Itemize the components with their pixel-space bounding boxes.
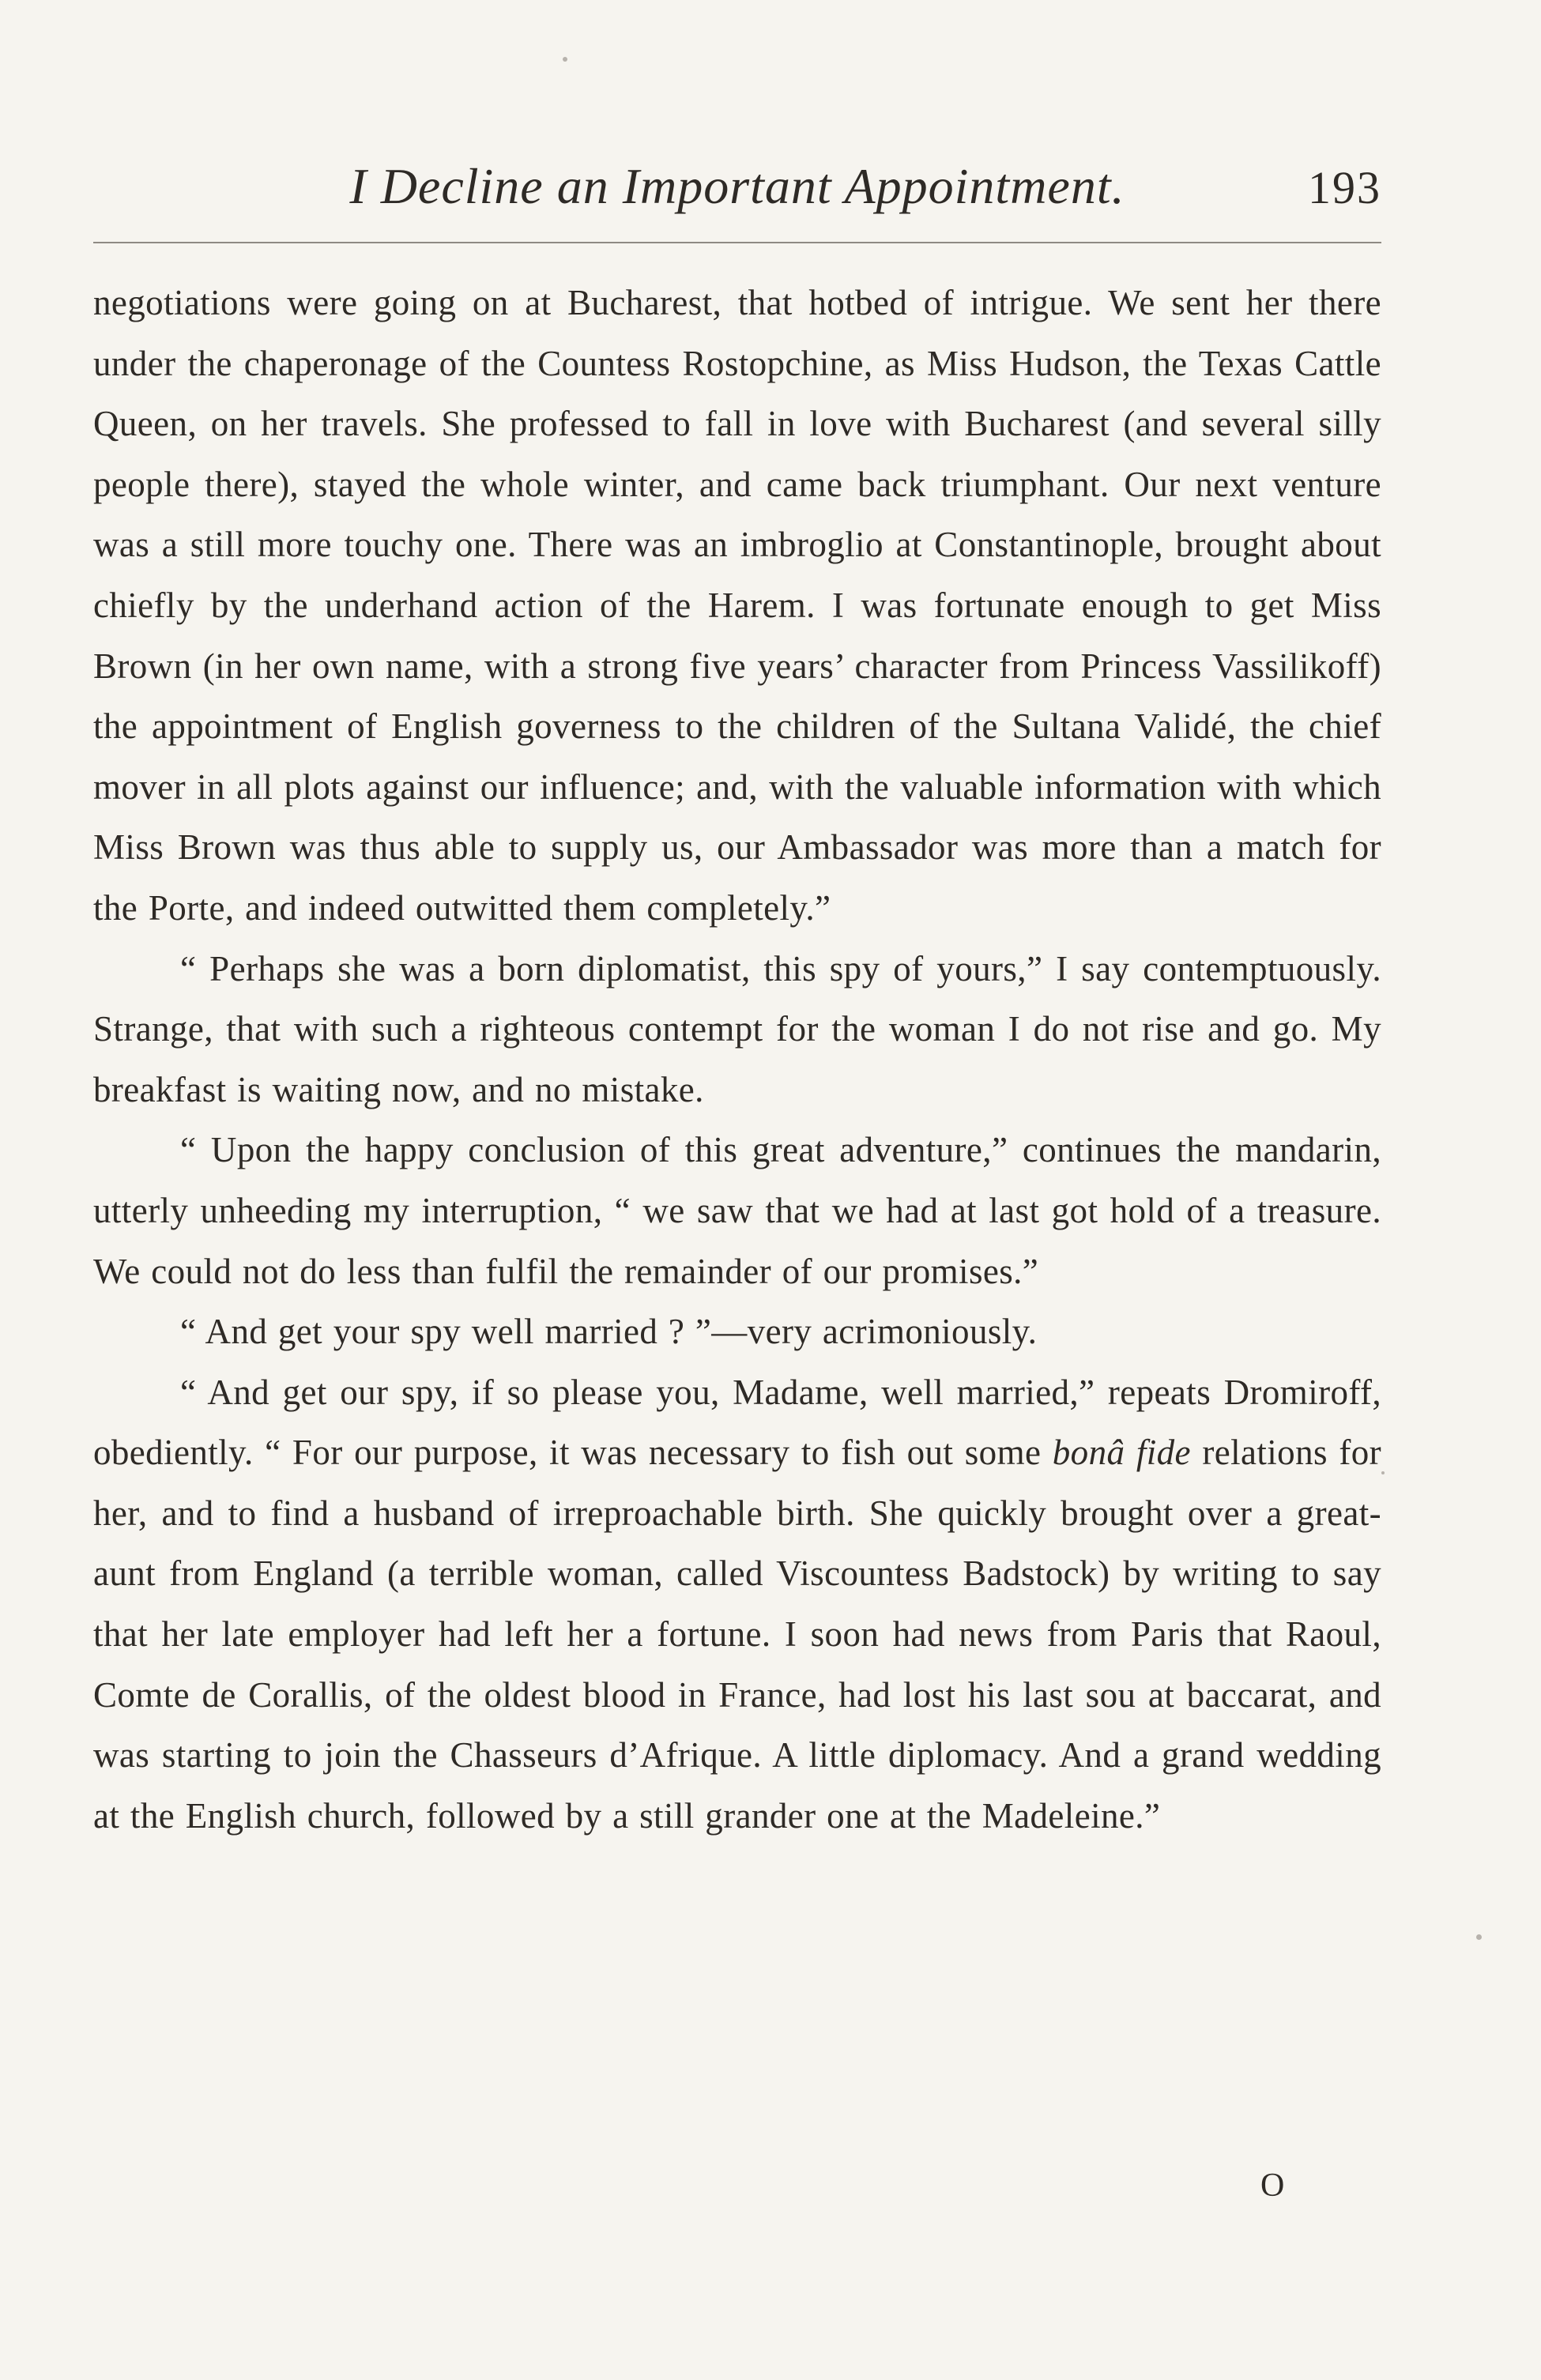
paper-speck bbox=[1381, 1471, 1385, 1474]
page-number: 193 bbox=[1308, 162, 1381, 213]
signature-mark: O bbox=[1260, 2167, 1285, 2204]
paper-speck bbox=[1476, 1934, 1482, 1940]
paragraph-5-text-a: “ And get our spy, if so please you, Madame, well married,” repeats Dromiroff, obediently. “ For our purpose, it was necessary to fish out some bbox=[93, 1372, 1381, 1473]
running-head bbox=[93, 155, 1381, 226]
chapter-title: I Decline an Important Appointment. bbox=[349, 158, 1125, 214]
paragraph-5-text-b: relations for her, and to find a husband of irreproachable birth. She quickly brought over a great-aunt from England (a terrible woman, called Viscountess Badstock) by writing to say that her late employer had left her a fortune. I soon had news from Paris that Raoul, Comte de Corallis, of the oldest blood in France, had lost his last sou at baccarat, and was starting to join the Chasseurs d’Afrique. A little diplomacy. And a grand wedding at the English church, followed by a still grander one at the Madeleine.” bbox=[93, 1433, 1381, 1836]
paper-speck bbox=[563, 57, 567, 62]
body-text bbox=[93, 273, 1381, 1846]
paragraph-5-italic: bonâ fide bbox=[1052, 1433, 1191, 1473]
paragraph-5 bbox=[93, 1362, 1381, 1847]
paragraph-1: negotiations were going on at Bucharest, that hotbed of intrigue. We sent her there under the chaperonage of the Countess Rostopchine, as Miss Hudson, the Texas Cattle Queen, on her travels. She professed to fall in love with Bucharest (and several silly people there), stayed the whole winter, and came back triumphant. Our next venture was a still more touchy one. There was an imbroglio at Constantinople, brought about chiefly by the underhand action of the Harem. I was fortunate enough to get Miss Brown (in her own name, with a strong five years’ character from Princess Vassilikoff) the appointment of English governess to the children of the Sultana Validé, the chief mover in all plots against our influence; and, with the valuable information with which Miss Brown was thus able to supply us, our Ambassador was more than a match for the Porte, and indeed outwitted them completely.” bbox=[93, 283, 1381, 928]
paragraph-4: “ And get your spy well married ? ”—very acrimoniously. bbox=[180, 1312, 1038, 1352]
paragraph-3: “ Upon the happy conclusion of this great adventure,” continues the mandarin, utterly unheeding my interruption, “ we saw that we had at last got hold of a treasure. We could not do less than fulfil the remainder of our promises.” bbox=[93, 1130, 1381, 1291]
paragraph-2: “ Perhaps she was a born diplomatist, this spy of yours,” I say contemptuously. Strange, that with such a righteous contempt for the woman I do not rise and go. My breakfast is waiting now, and no mistake. bbox=[93, 948, 1381, 1109]
header-rule bbox=[93, 242, 1381, 243]
